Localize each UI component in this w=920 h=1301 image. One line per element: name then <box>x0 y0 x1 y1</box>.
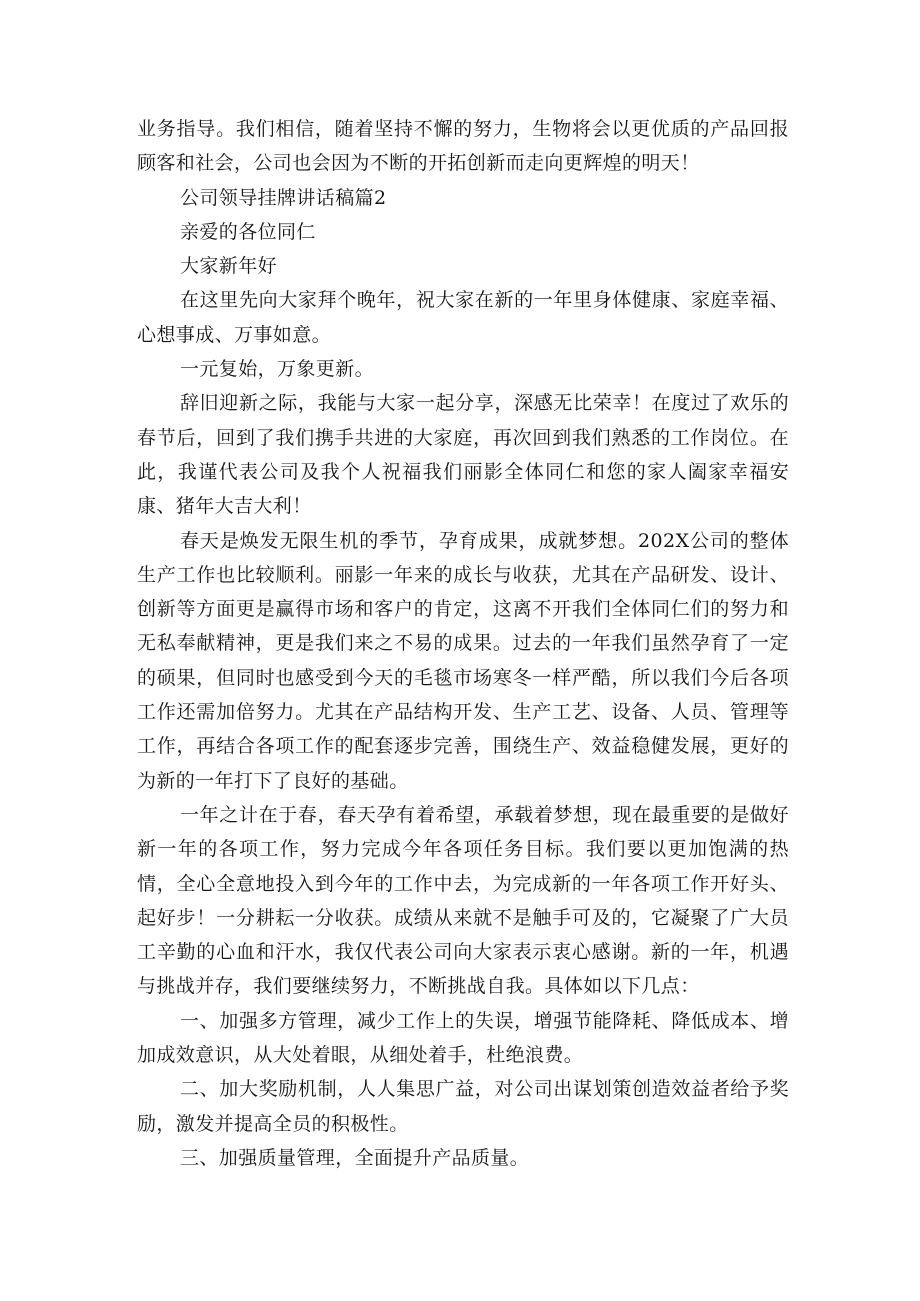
paragraph-continuation: 业务指导。我们相信，随着坚持不懈的努力，生物将会以更优质的产品回报顾客和社会，公司也会因为不断的开拓创新而走向更辉煌的明天！ <box>137 118 789 175</box>
list-item-2: 二、加大奖励机制，人人集思广益，对公司出谋划策创造效益者给予奖励，激发并提高全员的积极性。 <box>137 1078 789 1135</box>
paragraph: 一元复始，万象更新。 <box>180 358 375 381</box>
greeting: 大家新年好 <box>180 255 278 278</box>
section-heading: 公司领导挂牌讲话稿篇2 <box>180 186 387 209</box>
list-item-3: 三、加强质量管理，全面提升产品质量。 <box>180 1146 530 1169</box>
paragraph: 一年之计在于春，春天孕有着希望，承载着梦想，现在最重要的是做好新一年的各项工作，努力完成今年各项任务目标。我们要以更加饱满的热情，全心全意地投入到今年的工作中去，为完成新的一年各项工作开好头、起好步！一分耕耘一分收获。成绩从来就不是触手可及的，它凝聚了广大员工辛勤的心血和汗水，我仅代表公司向大家表示衷心感谢。新的一年，机遇与挑战并存，我们要继续努力，不断挑战自我。具体如以下几点： <box>137 803 789 998</box>
salutation: 亲爱的各位同仁 <box>180 220 316 243</box>
list-item-1: 一、加强多方管理，减少工作上的失误，增强节能降耗、降低成本、增加成效意识，从大处着眼，从细处着手，杜绝浪费。 <box>137 1009 789 1067</box>
paragraph: 辞旧迎新之际，我能与大家一起分享，深感无比荣幸！在度过了欢乐的春节后，回到了我们携手共进的大家庭，再次回到我们熟悉的工作岗位。在此，我谨代表公司及我个人祝福我们丽影全体同仁和您的家人阖家幸福安康、猪年大吉大利！ <box>137 392 789 518</box>
paragraph: 在这里先向大家拜个晚年，祝大家在新的一年里身体健康、家庭幸福、心想事成、万事如意。 <box>137 289 789 346</box>
paragraph: 春天是焕发无限生机的季节，孕育成果，成就梦想。202X公司的整体生产工作也比较顺利。丽影一年来的成长与收获，尤其在产品研发、设计、创新等方面更是赢得市场和客户的肯定，这离不开我们全体同仁们的努力和无私奉献精神，更是我们来之不易的成果。过去的一年我们虽然孕育了一定的硕果，但同时也感受到今天的毛毯市场寒冬一样严酷，所以我们今后各项工作还需加倍努力。尤其在产品结构开发、生产工艺、设备、人员、管理等工作，再结合各项工作的配套逐步完善，围绕生产、效益稳健发展，更好的为新的一年打下了良好的基础。 <box>137 529 789 792</box>
document-body <box>137 112 789 1175</box>
